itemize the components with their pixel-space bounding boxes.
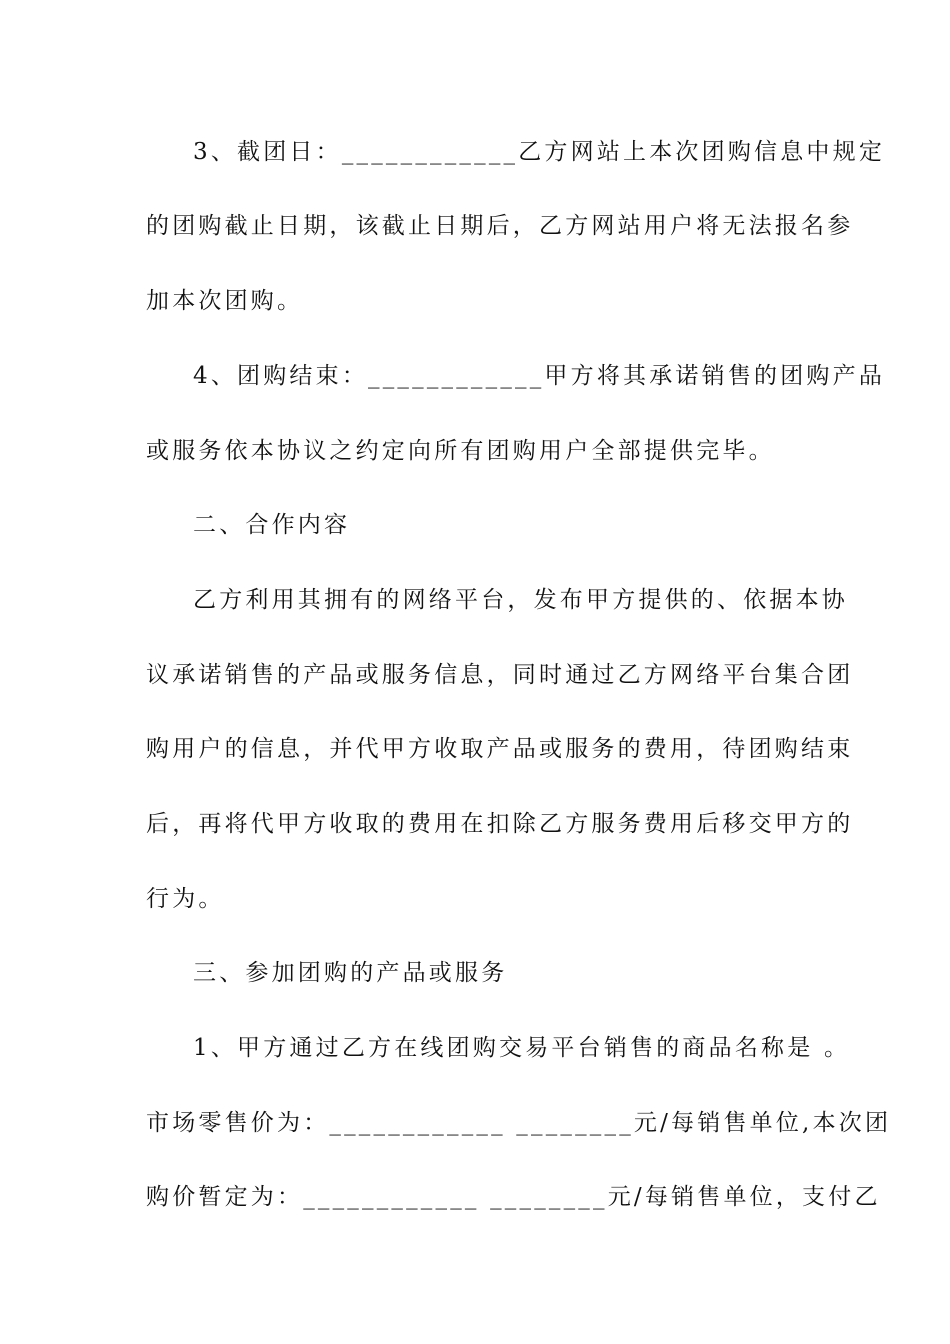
- section-2-paragraph-line-1: 乙方利用其拥有的网络平台，发布甲方提供的、依据本协: [193, 587, 848, 613]
- section-3-item-1-line-1: 1、甲方通过乙方在线团购交易平台销售的商品名称是 。: [193, 1035, 851, 1061]
- section-2-paragraph-line-4: 后，再将代甲方收取的费用在扣除乙方服务费用后移交甲方的: [146, 811, 854, 837]
- clause-3-continued-line-1: 的团购截止日期，该截止日期后，乙方网站用户将无法报名参: [146, 213, 854, 239]
- section-3-heading: 三、参加团购的产品或服务: [193, 960, 508, 986]
- clause-4-continued-line: 或服务依本协议之约定向所有团购用户全部提供完毕。: [146, 438, 775, 464]
- section-2-heading: 二、合作内容: [193, 512, 351, 538]
- section-3-item-1-line-3: 购价暂定为：____________ ________元/每销售单位，支付乙: [146, 1184, 881, 1210]
- clause-3-cutoff-date: 3、截团日：____________乙方网站上本次团购信息中规定: [193, 139, 886, 165]
- section-2-paragraph-line-5: 行为。: [146, 886, 225, 912]
- clause-3-continued-line-2: 加本次团购。: [146, 288, 304, 314]
- section-2-paragraph-line-2: 议承诺销售的产品或服务信息，同时通过乙方网络平台集合团: [146, 662, 854, 688]
- clause-4-group-buy-end: 4、团购结束：____________甲方将其承诺销售的团购产品: [193, 363, 886, 389]
- section-3-item-1-line-2: 市场零售价为：____________ ________元/每销售单位,本次团: [146, 1110, 892, 1136]
- section-2-paragraph-line-3: 购用户的信息，并代甲方收取产品或服务的费用，待团购结束: [146, 736, 854, 762]
